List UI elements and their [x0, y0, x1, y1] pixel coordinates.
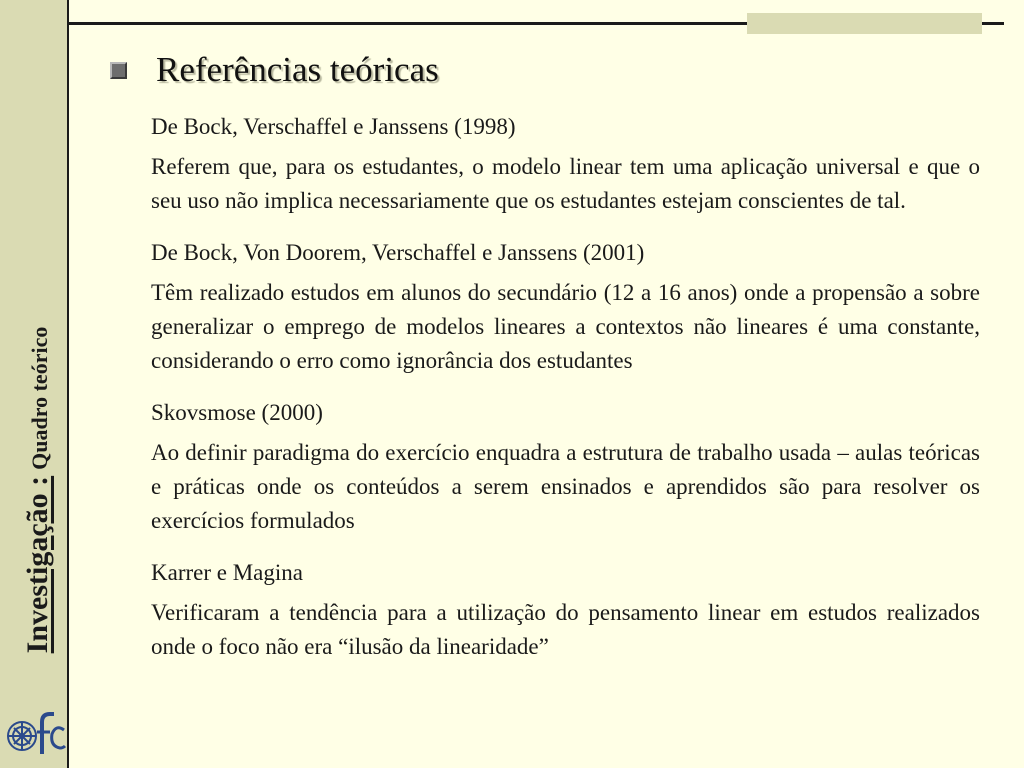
reference-item [151, 236, 980, 378]
reference-text: Verificaram a tendência para a utilização do pensamento linear em estudos realizados onde o foco não era “ilusão da linearidade” [151, 600, 980, 659]
reference-text: Ao definir paradigma do exercício enquadra a estrutura de trabalho usada – aulas teóricas e práticas onde os conteúdos a serem ensinados e aprendidos são para resolver os exercícios formulados [151, 440, 980, 533]
reference-heading: Karrer e Magina [151, 560, 303, 585]
reference-text: Referem que, para os estudantes, o modelo linear tem uma aplicação universal e que o seu uso não implica necessariamente que os estudantes estejam conscientes de tal. [151, 154, 980, 213]
reference-item [151, 556, 980, 664]
reference-heading: De Bock, Von Doorem, Verschaffel e Janssens (2001) [151, 240, 645, 265]
sidebar-title-sub: Quadro teórico [27, 326, 52, 470]
slide-content [151, 110, 980, 682]
reference-heading: Skovsmose (2000) [151, 400, 323, 425]
square-bullet-icon [110, 62, 127, 79]
slide-title: Referências teóricas [156, 50, 439, 89]
sidebar-title-main: Investigação : [21, 475, 54, 654]
title-row [110, 50, 439, 90]
fc-logo-icon [4, 706, 66, 762]
top-accent-bar [747, 13, 982, 34]
sidebar-vertical-title [21, 327, 55, 654]
sidebar-divider [67, 0, 69, 768]
reference-item [151, 110, 980, 218]
reference-heading: De Bock, Verschaffel e Janssens (1998) [151, 114, 516, 139]
reference-item [151, 396, 980, 538]
reference-text: Têm realizado estudos em alunos do secundário (12 a 16 anos) onde a propensão a sobre generalizar o emprego de modelos lineares a contextos não lineares é uma constante, considerando o erro como ignorância dos estudantes [151, 280, 980, 373]
